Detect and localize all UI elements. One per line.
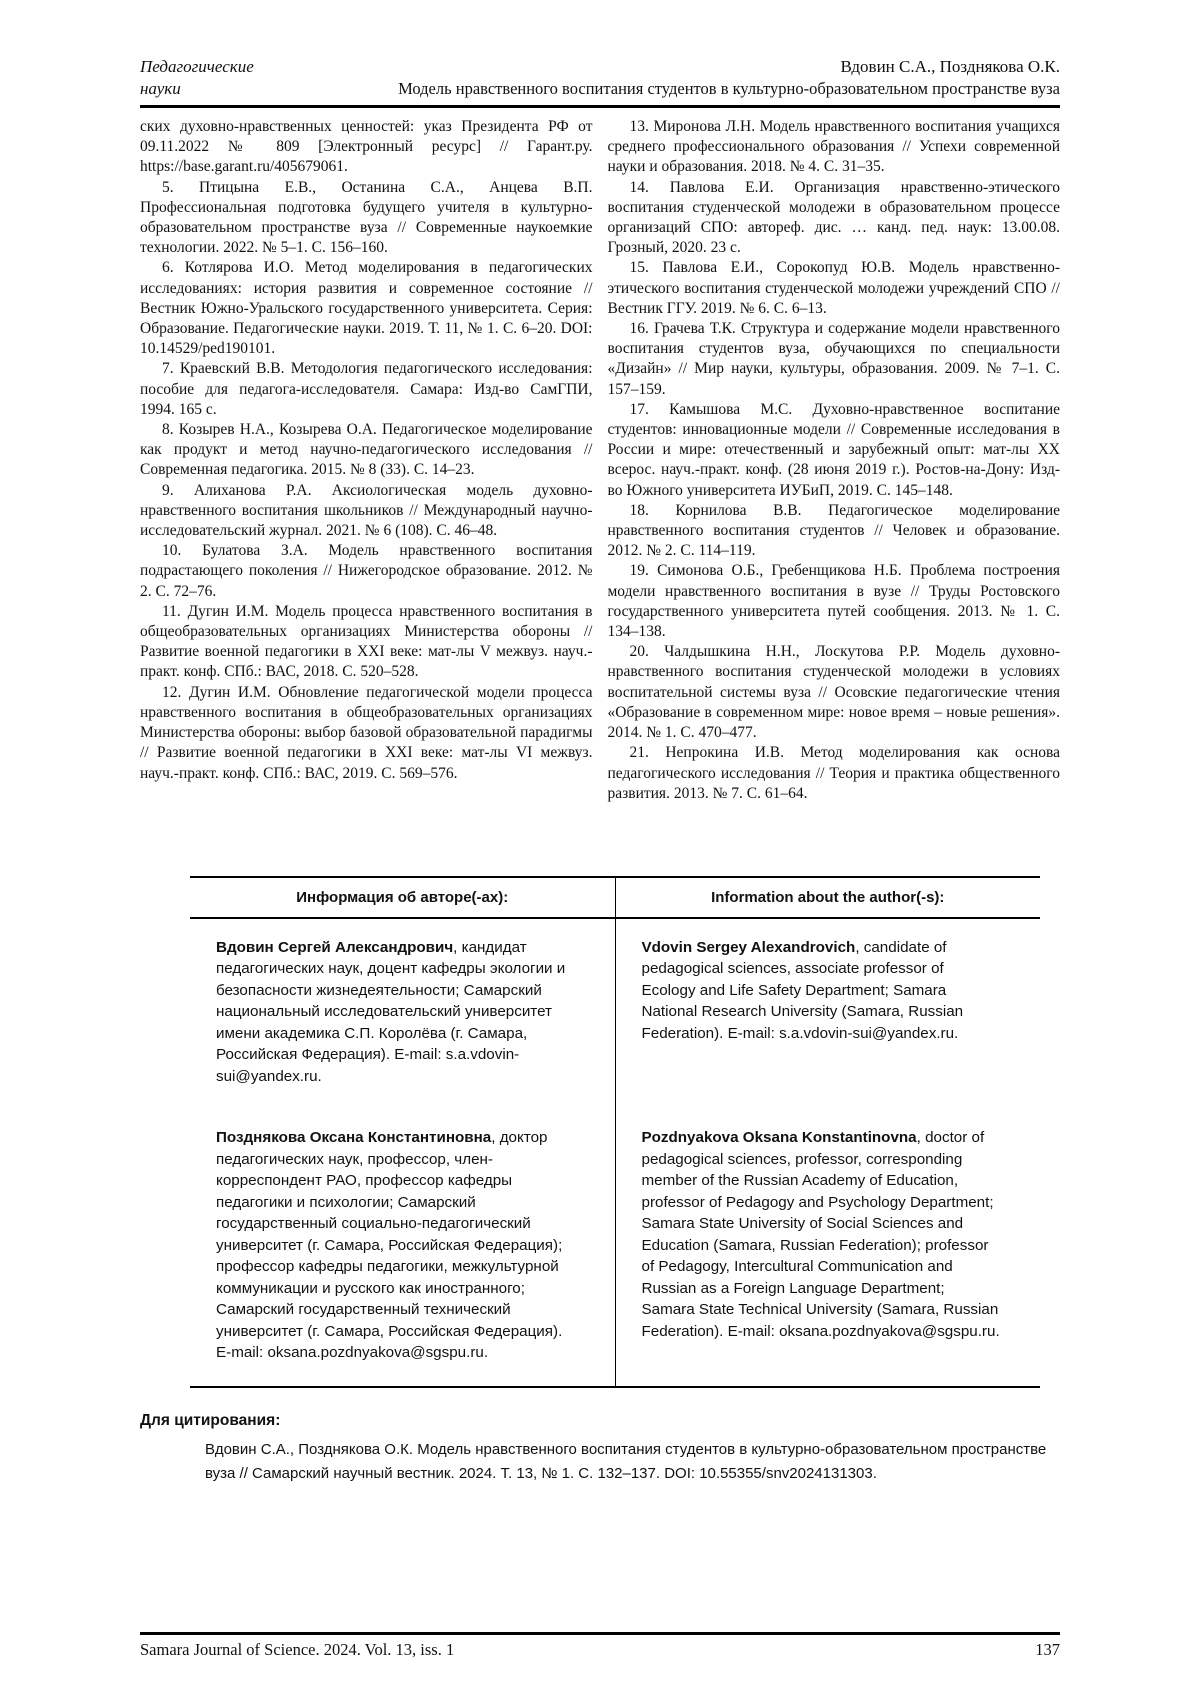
authors-table-header-row bbox=[190, 877, 1040, 918]
authors-table-header-ru: Информация об авторе(-ах): bbox=[190, 877, 615, 918]
author-1-info-en bbox=[615, 918, 1040, 1110]
author-2-table-row bbox=[190, 1109, 1040, 1387]
page-header bbox=[140, 56, 1060, 100]
reference-item: ских духовно-нравственных ценностей: указ Президента РФ от 09.11.2022 № 809 [Электронный ресурс] // Гарант.ру. https://base.garant.ru/405679061. bbox=[140, 118, 593, 176]
reference-item: 9. Алиханова Р.А. Аксиологическая модель духовно-нравственного воспитания школьников // Международный научно-исследовательский журнал. 2021. № 6 (108). С. 46–48. bbox=[140, 481, 593, 540]
reference-item: 12. Дугин И.М. Обновление педагогической модели процесса нравственного воспитания в общеобразовательных организациях Министерства обороны: выбор базовой образовательной парадигмы // Развитие военной педагогики в XXI веке: мат-лы VI межвуз. науч.-практ. конф. СПб.: ВАС, 2019. С. 569–576. bbox=[140, 683, 593, 782]
references-right-column bbox=[608, 117, 1061, 804]
author-2-details-ru: , доктор педагогических наук, профессор, член-корреспондент РАО, профессор кафедры педагогики и психологии; Самарский государственный социально-педагогический университет (г. Самара, Российская Федерация); профессор кафедры педагогики, межкультурной коммуникации и русского как иностранного; Самарский государственный технический университет (г. Самара, Российская Федерация). E-mail: oksana.pozdnyakova@sgspu.ru. bbox=[216, 1129, 563, 1362]
author-1-name-ru: Вдовин Сергей Александрович bbox=[216, 938, 454, 956]
author-2-info-en bbox=[615, 1109, 1040, 1387]
author-2-name-en: Pozdnyakova Oksana Konstantinovna bbox=[641, 1129, 917, 1147]
citation-section bbox=[140, 1412, 1060, 1486]
reference-item: 8. Козырев Н.А., Козырева О.А. Педагогическое моделирование как продукт и метод научно-педагогического исследования // Современная педагогика. 2015. № 8 (33). С. 14–23. bbox=[140, 421, 593, 479]
reference-item: 16. Грачева Т.К. Структура и содержание модели нравственного воспитания студентов вуза, обучающихся по специальности «Дизайн» // Мир науки, культуры, образования. 2009. № 7–1. С. 157–159. bbox=[607, 320, 1060, 398]
reference-item: 21. Непрокина И.В. Метод моделирования как основа педагогического исследования // Теория и практика общественного развития. 2013. № 7. С. 61–64. bbox=[607, 744, 1060, 802]
citation-label: Для цитирования: bbox=[140, 1411, 281, 1429]
page-footer bbox=[140, 1627, 1060, 1661]
references-left-column bbox=[140, 117, 593, 804]
authors-info-table bbox=[190, 876, 1040, 1388]
reference-item: 20. Чалдышкина Н.Н., Лоскутова Р.Р. Модель духовно-нравственного воспитания студенческой молодежи в условиях воспитательной системы вуза // Осовские педагогические чтения «Образование в современном мире: новое время – новые решения». 2014. № 1. С. 470–477. bbox=[607, 643, 1060, 742]
author-1-table-row bbox=[190, 918, 1040, 1110]
reference-item: 10. Булатова З.А. Модель нравственного воспитания подрастающего поколения // Нижегородское образование. 2012. № 2. С. 72–76. bbox=[140, 542, 593, 600]
author-1-details-en: , candidate of pedagogical sciences, associate professor of Ecology and Life Safety Department; Samara National Research University (Samara, Russian Federation). E-mail: s.a.vdovin-sui@yandex.ru. bbox=[641, 938, 964, 1042]
author-1-info-ru bbox=[190, 918, 615, 1110]
reference-item: 14. Павлова Е.И. Организация нравственно-этического воспитания студенческой молодежи в образовательном процессе организаций СПО: автореф. дис. … канд. пед. наук: 13.00.08. Грозный, 2020. 23 с. bbox=[607, 178, 1060, 257]
reference-item: 13. Миронова Л.Н. Модель нравственного воспитания учащихся среднего профессионального образования // Успехи современной науки и образования. 2018. № 4. С. 31–35. bbox=[607, 118, 1060, 176]
author-1-name-en: Vdovin Sergey Alexandrovich bbox=[641, 938, 856, 956]
reference-item: 5. Птицына Е.В., Останина С.А., Анцева В.П. Профессиональная подготовка будущего учителя в культурно-образовательном пространстве вуза // Современные наукоемкие технологии. 2022. № 5–1. С. 156–160. bbox=[140, 178, 593, 257]
reference-item: 18. Корнилова В.В. Педагогическое моделирование нравственного воспитания студентов // Человек и образование. 2012. № 2. С. 114–119. bbox=[607, 501, 1060, 560]
header-section-name-line2: науки bbox=[140, 79, 181, 98]
authors-table-header-en: Information about the author(-s): bbox=[615, 877, 1040, 918]
reference-item: 19. Симонова О.Б., Гребенщикова Н.Б. Проблема построения модели нравственного воспитания в вузе // Труды Ростовского государственного университета путей сообщения. 2013. № 1. С. 134–138. bbox=[607, 562, 1060, 641]
reference-item: 6. Котлярова И.О. Метод моделирования в педагогических исследованиях: история развития и современное состояние // Вестник Южно-Уральского государственного университета. Серия: Образование. Педагогические науки. 2019. Т. 11, № 1. С. 6–20. DOI: 10.14529/ped190101. bbox=[140, 259, 593, 358]
footer-page-number: 137 bbox=[1035, 1640, 1060, 1659]
references-section bbox=[140, 117, 1060, 804]
header-section-name-line1: Педагогические bbox=[140, 57, 254, 76]
footer-journal-title: Samara Journal of Science. 2024. Vol. 13, iss. 1 bbox=[140, 1640, 455, 1659]
author-2-info-ru bbox=[190, 1109, 615, 1387]
footer-rule bbox=[140, 1632, 1060, 1635]
reference-item: 11. Дугин И.М. Модель процесса нравственного воспитания в общеобразовательных организациях Министерства обороны // Развитие военной педагогики в XXI веке: мат-лы V межвуз. науч.-практ. конф. СПб.: ВАС, 2018. С. 520–528. bbox=[140, 602, 593, 681]
citation-text: Вдовин С.А., Позднякова О.К. Модель нравственного воспитания студентов в культурно-образовательном пространстве вуза // Самарский научный вестник. 2024. Т. 13, № 1. С. 132–137. DOI: 10.55355/snv2024131303. bbox=[205, 1440, 1047, 1482]
reference-item: 15. Павлова Е.И., Сорокопуд Ю.В. Модель нравственно-этического воспитания студенческой молодежи учреждений СПО // Вестник ГГУ. 2019. № 6. С. 6–13. bbox=[607, 259, 1060, 317]
reference-item: 17. Камышова М.С. Духовно-нравственное воспитание студентов: инновационные модели // Современные исследования в России и мире: отечественный и зарубежный опыт: мат-лы XX всерос. науч.-практ. конф. (28 июня 2019 г.). Ростов-на-Дону: Изд-во Южного университета ИУБиП, 2019. С. 145–148. bbox=[607, 400, 1060, 499]
reference-item: 7. Краевский В.В. Методология педагогического исследования: пособие для педагога-исследователя. Самара: Изд-во СамГПИ, 1994. 165 с. bbox=[140, 360, 593, 418]
author-1-details-ru: , кандидат педагогических наук, доцент кафедры экологии и безопасности жизнедеятельности; Самарский национальный исследовательский университет имени академика С.П. Королёва (г. Самара, Российская Федерация). E-mail: s.a.vdovin-sui@yandex.ru. bbox=[216, 938, 566, 1085]
header-rule bbox=[140, 105, 1060, 108]
header-authors: Вдовин С.А., Позднякова О.К. bbox=[840, 57, 1060, 76]
author-2-name-ru: Позднякова Оксана Константиновна bbox=[216, 1129, 492, 1147]
author-2-details-en: , doctor of pedagogical sciences, professor, corresponding member of the Russian Academy of Education, professor of Pedagogy and Psychology Department; Samara State University of Social Sciences and Education (Samara, Russian Federation); professor of Pedagogy, Intercultural Communication and Russian as a Foreign Language Department; Samara State Technical University (Samara, Russian Federation). E-mail: oksana.pozdnyakova@sgspu.ru. bbox=[641, 1129, 1000, 1340]
header-article-title: Модель нравственного воспитания студентов в культурно-образовательном пространстве вуза bbox=[398, 79, 1060, 98]
